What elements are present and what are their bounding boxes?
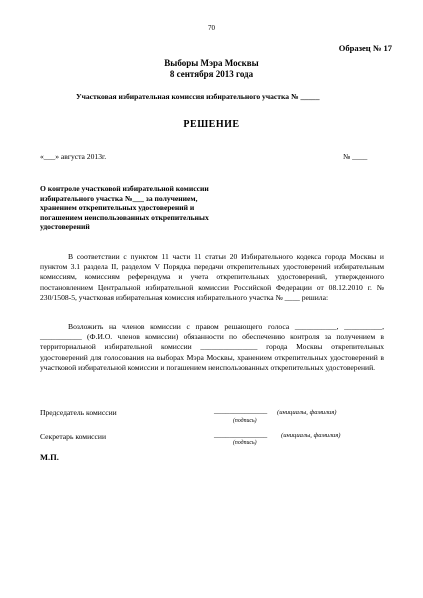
commission-heading: Участковая избирательная комиссия избирательного участка № _____	[76, 92, 320, 101]
election-date: 8 сентября 2013 года	[169, 69, 254, 79]
secretary-signature-caption: (подпись)	[233, 440, 257, 446]
chair-signature-line: ______________	[214, 406, 268, 415]
chair-label: Председатель комиссии	[40, 408, 117, 417]
secretary-initials-label: (инициалы, фамилия)	[281, 432, 341, 439]
decision-subject: О контроле участковой избирательной комиссии избирательного участка №___ за получением, хранением открепительных удостоверений и погашением неиспользованных открепительных удостоверений	[40, 184, 209, 232]
election-title: Выборы Мэра Москвы	[164, 58, 259, 68]
secretary-label: Секретарь комиссии	[40, 432, 107, 441]
chair-signature-caption: (подпись)	[233, 418, 257, 424]
sample-label: Образец № 17	[338, 43, 392, 53]
paragraph-resolution	[40, 322, 384, 373]
secretary-signature-line: ______________	[214, 430, 268, 439]
decision-number: № ____	[343, 152, 368, 161]
paragraph-basis	[40, 252, 384, 303]
date-line: «___» августа 2013г.	[40, 152, 107, 161]
page-number: 70	[208, 24, 215, 32]
paragraph-basis-text: В соответствии с пунктом 11 части 11 статьи 20 Избирательного кодекса города Москвы и пунктом 3.1 раздела II, разделом V Порядка передачи открепительных удостоверений избирательным комиссиям, комиссиям референдума и учета открепительных удостоверений, утвержденного постановлением Центральной избирательной комиссии Российской Федерации от 08.12.2010 г. № 230/1508-5, участковая избирательная комиссия избирательного участка № ____ решила:	[40, 252, 384, 302]
document-title: РЕШЕНИЕ	[183, 119, 240, 130]
stamp-placeholder: М.П.	[40, 452, 59, 462]
chair-initials-label: (инициалы, фамилия)	[277, 409, 337, 416]
paragraph-resolution-text: Возложить на членов комиссии с правом решающего голоса ___________, __________, ___________ (Ф.И.О. членов комиссии) обязанности по обеспечению контроля за получением в территориальной избирательной комиссии _______________ города Москвы открепительных удостоверений для голосования на выборах Мэра Москвы, хранением открепительных удостоверений в участковой избирательной комиссии и погашением неиспользованных открепительных удостоверений.	[40, 322, 384, 372]
